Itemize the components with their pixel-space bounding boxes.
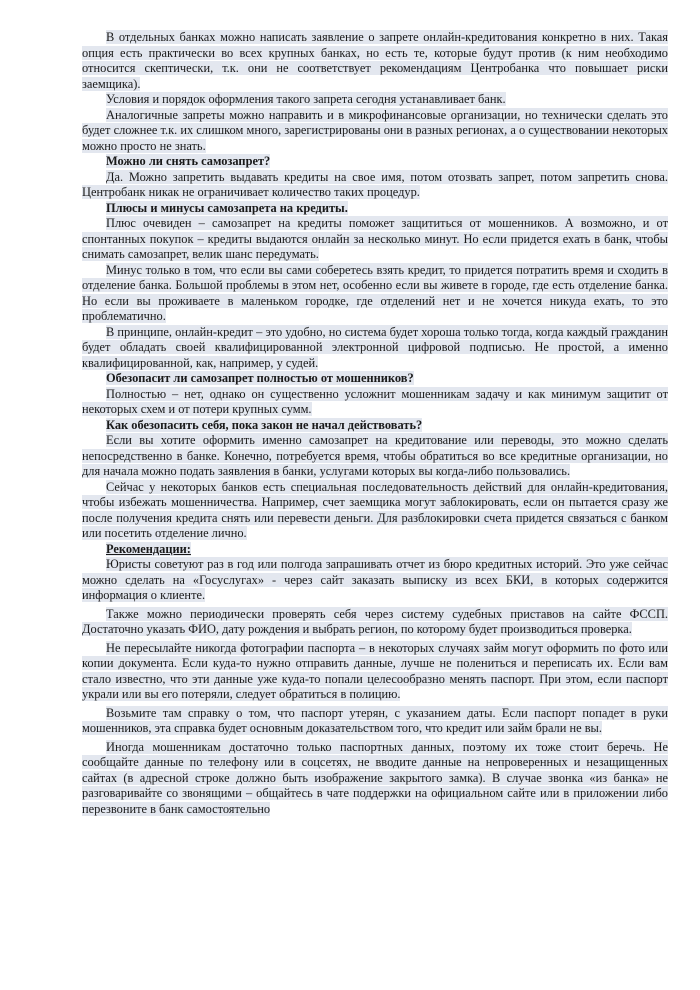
paragraph: Иногда мошенникам достаточно только паспортных данных, поэтому их тоже стоит беречь. Не сообщайте данные по телефону или в соцсетях, не вводите данные на непроверенных и незащищенных сайтах (в адресной строке должно быть изображение закрытого замка). В случае звонка «из банка» не разговаривайте со звонящими – общайтесь в чате поддержки на официальном сайте или в приложении либо перезвоните в банк самостоятельно: [82, 739, 668, 816]
paragraph: Да. Можно запретить выдавать кредиты на свое имя, потом отозвать запрет, потом запретить снова. Центробанк никак не ограничивает количество таких процедур.: [82, 169, 668, 199]
paragraph: Плюс очевиден – самозапрет на кредиты поможет защититься от мошенников. А возможно, и от спонтанных покупок – кредиты выдаются онлайн за несколько минут. Но если придется ехать в банк, чтобы снимать самозапрет, велик шанс передумать.: [82, 216, 668, 261]
paragraph: Если вы хотите оформить именно самозапрет на кредитование или переводы, это можно сделать непосредственно в банке. Конечно, потребуется время, чтобы обратиться во все кредитные организации, но для начала можно подать заявления в банки, услугами которых вы когда-либо пользовались.: [82, 433, 668, 478]
recommendations-heading: Рекомендации:: [106, 541, 191, 556]
paragraph: Юристы советуют раз в год или полгода запрашивать отчет из бюро кредитных историй. Это уже сейчас можно сделать на «Госуслугах» - через сайт заказать выписку из всех БКИ, в которых содержится информация о клиенте.: [82, 557, 668, 602]
paragraph: Сейчас у некоторых банков есть специальная последовательность действий для онлайн-кредитования, чтобы избежать мошенничества. Например, счет заемщика могут заблокировать, если он пытается сразу же после получения кредита снять или перевести деньги. Для разблокировки счета придется связаться с банком или посетить отделение лично.: [82, 479, 668, 540]
document-page: [82, 30, 668, 817]
paragraph: Также можно периодически проверять себя через систему судебных приставов на сайте ФССП. Достаточно указать ФИО, дату рождения и выбрать регион, по которому будет производиться проверка.: [82, 606, 668, 636]
section-heading: Плюсы и минусы самозапрета на кредиты.: [106, 200, 348, 215]
section-heading: Обезопасит ли самозапрет полностью от мошенников?: [106, 371, 414, 385]
section-heading: Как обезопасить себя, пока закон не начал действовать?: [106, 417, 423, 432]
paragraph: Возьмите там справку о том, что паспорт утерян, с указанием даты. Если паспорт попадет в руки мошенников, эта справка будет основным доказательством того, что кредит или займ брали не вы.: [82, 705, 668, 735]
paragraph: Минус только в том, что если вы сами соберетесь взять кредит, то придется потратить время и сходить в отделение банка. Большой проблемы в этом нет, особенно если вы живете в городе, где есть отделение банка. Но если вы проживаете в маленьком городке, где отделений нет и не хочется никуда ехать, то это проблематично.: [82, 262, 668, 323]
paragraph: В отдельных банках можно написать заявление о запрете онлайн-кредитования конкретно в них. Такая опция есть практически во всех крупных банках, но есть те, которые будут против (к ним необходимо относится скептически, т.к. они не соответствует рекомендациям Центробанка что повышает риски заемщика).: [82, 30, 668, 91]
paragraph: В принципе, онлайн-кредит – это удобно, но система будет хороша только тогда, когда каждый гражданин будет обладать своей квалифицированной электронной цифровой подписью. Не простой, а именно квалифицированной, как, например, у судей.: [82, 324, 668, 370]
paragraph: Не пересылайте никогда фотографии паспорта – в некоторых случаях займ могут оформить по фото или копии документа. Если куда-то нужно отправить данные, лучше не полениться и переписать их. Если вам стало известно, что эти данные уже куда-то попали целесообразно менять паспорт. При этом, если паспорт украли или вы его потеряли, следует обратиться в полицию.: [82, 640, 668, 701]
section-heading: Можно ли снять самозапрет?: [106, 154, 271, 168]
paragraph: Условия и порядок оформления такого запрета сегодня устанавливает банк.: [106, 92, 506, 106]
paragraph: Аналогичные запреты можно направить и в микрофинансовые организации, но технически сделать это будет сложнее т.к. их слишком много, зарегистрированы они в разных регионах, а о существовании некоторых можно просто не знать.: [82, 107, 668, 153]
paragraph: Полностью – нет, однако он существенно усложнит мошенникам задачу и как минимум защитит от некоторых схем и от потери крупных сумм.: [82, 386, 668, 416]
